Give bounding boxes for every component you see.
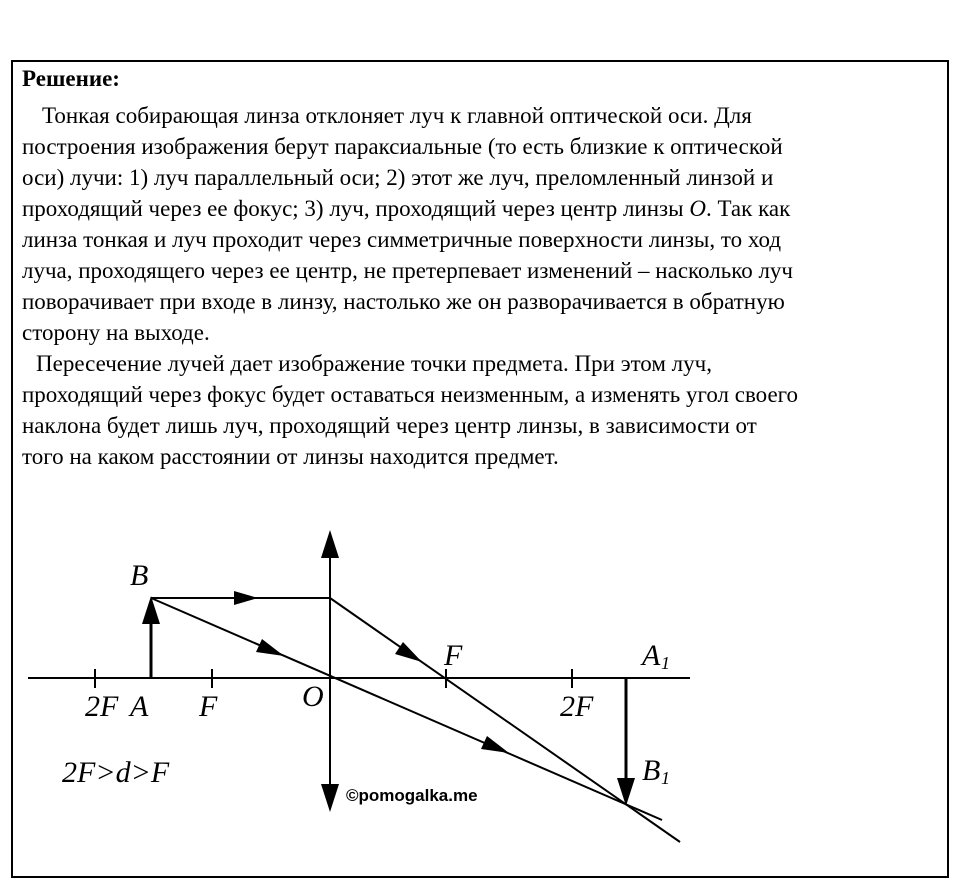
paragraph-1-text: . Так как (705, 196, 791, 221)
label-2f-right: 2F (560, 690, 594, 723)
lens-top-arrowhead (321, 530, 339, 558)
label-2f-left: 2F (85, 690, 119, 723)
paragraph-1-line: линза тонкая и луч проходит через симметричные поверхности линзы, то ход (22, 227, 782, 252)
label-b: B (130, 559, 149, 592)
paragraph-2-line: наклона будет лишь луч, проходящий через центр линзы, в зависимости от (22, 413, 757, 438)
label-f-right: F (444, 639, 463, 672)
label-b1-subscript: 1 (661, 768, 670, 788)
paragraph-1-text: проходящий через ее фокус; 3) луч, проходящий через центр линзы (22, 196, 690, 221)
paragraph-2-line: того на каком расстоянии от линзы находится предмет. (22, 444, 559, 469)
paragraph-1-line: построения изображения берут параксиальные (то есть близкие к оптической (22, 134, 783, 159)
watermark: ©pomogalka.me (346, 786, 478, 805)
label-a1-subscript: 1 (661, 653, 670, 673)
parallel-ray-arrow (234, 591, 258, 605)
paragraph-1-line: сторону на выходе. (22, 320, 210, 345)
label-a: A (130, 690, 149, 723)
central-ray-arrow-2 (481, 736, 509, 753)
lens-center-symbol: O (689, 196, 706, 221)
paragraph-1-line: оси) лучи: 1) луч параллельный оси; 2) этот же луч, преломленный линзой и (22, 165, 774, 190)
condition-label: 2F>d>F (62, 756, 170, 789)
paragraph-1-line: луча, проходящего через ее центр, не претерпевает изменений – насколько луч (22, 258, 793, 283)
paragraph-1-line: Тонкая собирающая линза отклоняет луч к главной оптической оси. Для (42, 103, 752, 128)
label-b1: B (642, 754, 661, 787)
lens-bottom-arrowhead (321, 784, 339, 812)
label-a1: A (642, 639, 661, 672)
solution-heading: Решение: (22, 66, 120, 91)
label-f-left: F (199, 690, 218, 723)
central-ray-arrow-1 (256, 639, 284, 656)
label-o: O (302, 680, 324, 713)
paragraph-2-line: проходящий через фокус будет оставаться неизменным, а изменять угол своего (22, 382, 799, 407)
paragraph-2-line: Пересечение лучей дает изображение точки предмета. При этом луч, (36, 351, 712, 376)
paragraph-1-line: поворачивает при входе в линзу, настолько же он разворачивается в обратную (22, 289, 785, 314)
